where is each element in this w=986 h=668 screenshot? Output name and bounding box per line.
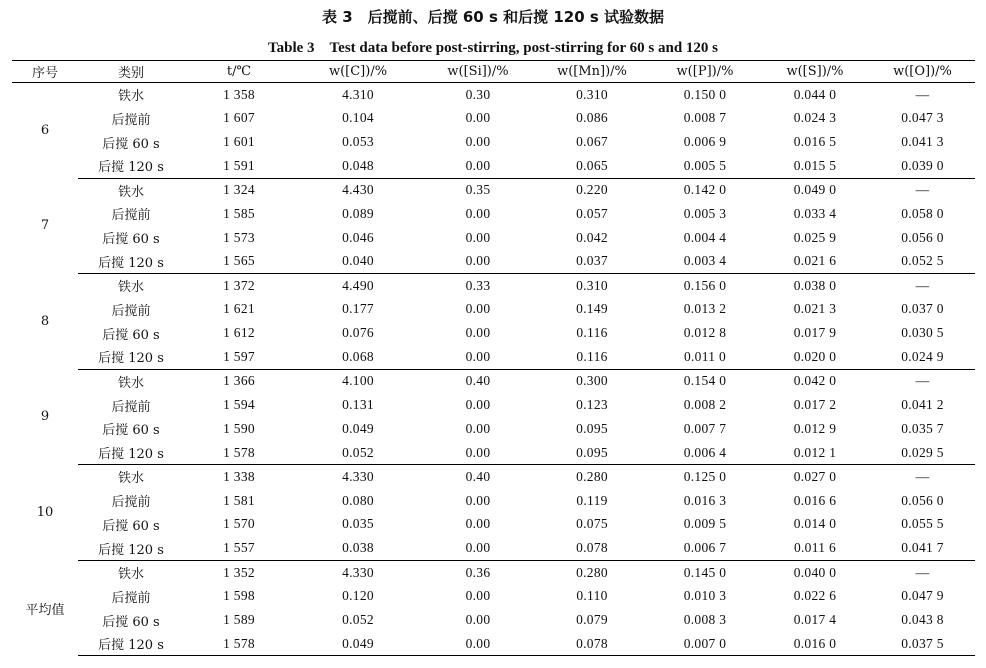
cell-sulfur: 0.017 4 xyxy=(793,612,837,628)
cell-manganese: 0.065 xyxy=(534,154,650,178)
cell-category: 铁水 xyxy=(117,471,144,487)
table-row xyxy=(12,489,975,513)
cell-sulfur: 0.012 1 xyxy=(760,441,870,465)
cell-silicon: 0.00 xyxy=(465,229,491,245)
cell-phosphorus: 0.003 4 xyxy=(650,250,760,274)
cell-phosphorus: 0.154 0 xyxy=(683,373,727,389)
cell-sulfur: 0.020 0 xyxy=(760,345,870,369)
header-phosphorus: w([P])/% xyxy=(650,61,760,83)
cell-oxygen: 0.056 0 xyxy=(901,229,944,245)
group-label: 10 xyxy=(36,505,54,521)
cell-oxygen: 0.041 3 xyxy=(901,134,944,150)
header-sulfur: w([S])/% xyxy=(760,61,870,83)
header-temperature: t/℃ xyxy=(184,61,294,83)
cell-silicon: 0.00 xyxy=(422,536,534,560)
cell-phosphorus: 0.007 7 xyxy=(683,420,727,436)
cell-sulfur: 0.021 6 xyxy=(760,250,870,274)
cell-category: 后搅前 xyxy=(111,590,151,606)
cell-phosphorus: 0.011 0 xyxy=(650,345,760,369)
cell-manganese: 0.110 xyxy=(576,588,608,604)
cell-silicon: 0.00 xyxy=(465,205,491,221)
cell-sulfur: 0.033 4 xyxy=(793,205,837,221)
cell-manganese: 0.123 xyxy=(576,397,608,413)
table-row xyxy=(12,83,975,107)
table-row xyxy=(12,417,975,441)
cell-oxygen: — xyxy=(915,86,930,102)
cell-oxygen: — xyxy=(915,564,930,580)
cell-carbon: 0.177 xyxy=(342,301,374,317)
cell-silicon: 0.00 xyxy=(465,397,491,413)
cell-manganese: 0.119 xyxy=(576,492,608,508)
cell-silicon: 0.00 xyxy=(465,110,491,126)
cell-oxygen: 0.029 5 xyxy=(870,441,975,465)
cell-sulfur: 0.016 6 xyxy=(793,492,837,508)
cell-oxygen: 0.037 0 xyxy=(901,301,944,317)
cell-phosphorus: 0.010 3 xyxy=(683,588,727,604)
cell-category: 后搅 120 s xyxy=(78,345,184,369)
cell-sulfur: 0.024 3 xyxy=(793,110,837,126)
table-row xyxy=(12,154,975,178)
header-row xyxy=(12,61,975,83)
cell-category: 铁水 xyxy=(117,280,144,296)
cell-manganese: 0.149 xyxy=(576,301,608,317)
cell-manganese: 0.300 xyxy=(576,373,608,389)
cell-phosphorus: 0.008 3 xyxy=(683,612,727,628)
cell-silicon: 0.33 xyxy=(465,277,491,293)
cell-phosphorus: 0.150 0 xyxy=(683,86,727,102)
table-row xyxy=(12,202,975,226)
cell-manganese: 0.220 xyxy=(576,182,608,198)
group-label: 8 xyxy=(40,313,50,329)
cell-sulfur: 0.017 2 xyxy=(793,397,837,413)
cell-temperature: 1 590 xyxy=(223,420,255,436)
table-row xyxy=(12,513,975,537)
header-silicon: w([Si])/% xyxy=(422,61,534,83)
cell-manganese: 0.037 xyxy=(534,250,650,274)
cell-oxygen: — xyxy=(915,468,930,484)
cell-oxygen: — xyxy=(915,373,930,389)
cell-oxygen: 0.043 8 xyxy=(901,612,944,628)
cell-category: 后搅 120 s xyxy=(78,154,184,178)
table-row xyxy=(12,274,975,298)
header-oxygen: w([O])/% xyxy=(870,61,975,83)
cell-phosphorus: 0.012 8 xyxy=(683,325,727,341)
table-row xyxy=(12,226,975,250)
cell-manganese: 0.116 xyxy=(576,325,608,341)
cell-manganese: 0.280 xyxy=(576,564,608,580)
cell-temperature: 1 578 xyxy=(184,441,294,465)
cell-carbon: 0.120 xyxy=(342,588,374,604)
cell-carbon: 0.052 xyxy=(294,441,422,465)
cell-carbon: 0.038 xyxy=(294,536,422,560)
cell-manganese: 0.042 xyxy=(576,229,608,245)
table-row xyxy=(12,632,975,656)
cell-phosphorus: 0.005 3 xyxy=(683,205,727,221)
cell-oxygen: 0.056 0 xyxy=(901,492,944,508)
cell-phosphorus: 0.145 0 xyxy=(683,564,727,580)
cell-silicon: 0.00 xyxy=(465,420,491,436)
cell-category: 后搅 120 s xyxy=(78,536,184,560)
table-row xyxy=(12,345,975,369)
cell-oxygen: 0.047 3 xyxy=(901,110,944,126)
cell-carbon: 0.089 xyxy=(342,205,374,221)
cell-silicon: 0.00 xyxy=(465,588,491,604)
cell-sulfur: 0.022 6 xyxy=(793,588,837,604)
cell-silicon: 0.36 xyxy=(465,564,491,580)
table-row xyxy=(12,321,975,345)
cell-category: 后搅 60 s xyxy=(102,327,160,343)
cell-silicon: 0.00 xyxy=(465,516,491,532)
cell-temperature: 1 338 xyxy=(223,468,255,484)
cell-oxygen: 0.041 2 xyxy=(901,397,944,413)
cell-manganese: 0.057 xyxy=(576,205,608,221)
cell-oxygen: 0.055 5 xyxy=(901,516,944,532)
cell-phosphorus: 0.013 2 xyxy=(683,301,727,317)
cell-temperature: 1 324 xyxy=(223,182,255,198)
cell-sulfur: 0.016 5 xyxy=(793,134,837,150)
cell-temperature: 1 565 xyxy=(184,250,294,274)
cell-phosphorus: 0.016 3 xyxy=(683,492,727,508)
cell-category: 后搅前 xyxy=(111,112,151,128)
cell-manganese: 0.280 xyxy=(576,468,608,484)
cell-silicon: 0.00 xyxy=(465,492,491,508)
cell-carbon: 0.046 xyxy=(342,229,374,245)
cell-carbon: 0.053 xyxy=(342,134,374,150)
cell-manganese: 0.078 xyxy=(534,536,650,560)
cell-oxygen: 0.037 5 xyxy=(870,632,975,656)
cell-carbon: 0.035 xyxy=(342,516,374,532)
cell-carbon: 4.490 xyxy=(342,277,374,293)
cell-temperature: 1 372 xyxy=(223,277,255,293)
cell-category: 后搅 60 s xyxy=(102,518,160,534)
cell-temperature: 1 594 xyxy=(223,397,255,413)
group-label: 7 xyxy=(40,218,50,234)
cell-temperature: 1 621 xyxy=(223,301,255,317)
cell-phosphorus: 0.156 0 xyxy=(683,277,727,293)
cell-carbon: 4.100 xyxy=(342,373,374,389)
cell-silicon: 0.00 xyxy=(465,612,491,628)
cell-category: 后搅 60 s xyxy=(102,232,160,248)
cell-temperature: 1 557 xyxy=(184,536,294,560)
cell-carbon: 0.131 xyxy=(342,397,374,413)
data-table xyxy=(12,60,975,656)
cell-temperature: 1 612 xyxy=(223,325,255,341)
cell-category: 后搅 120 s xyxy=(78,441,184,465)
cell-sulfur: 0.011 6 xyxy=(760,536,870,560)
cell-temperature: 1 581 xyxy=(223,492,255,508)
table-body xyxy=(12,83,975,656)
table-row xyxy=(12,250,975,274)
cell-silicon: 0.40 xyxy=(465,468,491,484)
cell-silicon: 0.00 xyxy=(465,325,491,341)
table-row xyxy=(12,130,975,154)
cell-manganese: 0.086 xyxy=(576,110,608,126)
cell-carbon: 4.330 xyxy=(342,564,374,580)
cell-phosphorus: 0.142 0 xyxy=(683,182,727,198)
cell-oxygen: 0.058 0 xyxy=(901,205,944,221)
cell-temperature: 1 598 xyxy=(223,588,255,604)
cell-temperature: 1 601 xyxy=(223,134,255,150)
cell-temperature: 1 352 xyxy=(223,564,255,580)
cell-silicon: 0.00 xyxy=(465,301,491,317)
cell-manganese: 0.079 xyxy=(576,612,608,628)
table-row xyxy=(12,584,975,608)
cell-carbon: 0.049 xyxy=(342,420,374,436)
cell-silicon: 0.35 xyxy=(465,182,491,198)
cell-carbon: 0.040 xyxy=(294,250,422,274)
cell-category: 后搅前 xyxy=(111,303,151,319)
cell-temperature: 1 358 xyxy=(223,86,255,102)
cell-category: 铁水 xyxy=(117,375,144,391)
table-row xyxy=(12,298,975,322)
cell-carbon: 0.104 xyxy=(342,110,374,126)
cell-oxygen: — xyxy=(915,182,930,198)
cell-sulfur: 0.014 0 xyxy=(793,516,837,532)
cell-temperature: 1 570 xyxy=(223,516,255,532)
cell-oxygen: 0.030 5 xyxy=(901,325,944,341)
cell-manganese: 0.075 xyxy=(576,516,608,532)
table-row xyxy=(12,393,975,417)
cell-silicon: 0.00 xyxy=(422,345,534,369)
cell-phosphorus: 0.006 9 xyxy=(683,134,727,150)
cell-carbon: 0.068 xyxy=(294,345,422,369)
cell-phosphorus: 0.006 4 xyxy=(650,441,760,465)
table-row xyxy=(12,560,975,584)
cell-sulfur: 0.038 0 xyxy=(793,277,837,293)
cell-manganese: 0.095 xyxy=(534,441,650,465)
group-label: 平均值 xyxy=(25,602,65,618)
cell-category: 铁水 xyxy=(117,89,144,105)
cell-oxygen: 0.035 7 xyxy=(901,420,944,436)
header-carbon: w([C])/% xyxy=(294,61,422,83)
cell-silicon: 0.00 xyxy=(422,632,534,656)
cell-sulfur: 0.012 9 xyxy=(793,420,837,436)
table-row xyxy=(12,369,975,393)
cell-silicon: 0.00 xyxy=(422,250,534,274)
cell-silicon: 0.00 xyxy=(465,134,491,150)
cell-temperature: 1 589 xyxy=(223,612,255,628)
cell-manganese: 0.116 xyxy=(534,345,650,369)
cell-category: 后搅前 xyxy=(111,399,151,415)
cell-sulfur: 0.044 0 xyxy=(793,86,837,102)
cell-sulfur: 0.049 0 xyxy=(793,182,837,198)
cell-temperature: 1 573 xyxy=(223,229,255,245)
table-row xyxy=(12,106,975,130)
cell-sulfur: 0.025 9 xyxy=(793,229,837,245)
header-manganese: w([Mn])/% xyxy=(534,61,650,83)
table-row xyxy=(12,608,975,632)
cell-carbon: 0.048 xyxy=(294,154,422,178)
table-row xyxy=(12,536,975,560)
cell-phosphorus: 0.008 7 xyxy=(683,110,727,126)
cell-category: 后搅 60 s xyxy=(102,423,160,439)
cell-sulfur: 0.042 0 xyxy=(793,373,837,389)
group-label: 6 xyxy=(40,123,50,139)
cell-silicon: 0.40 xyxy=(465,373,491,389)
cell-oxygen: 0.047 9 xyxy=(901,588,944,604)
cell-silicon: 0.00 xyxy=(422,441,534,465)
cell-temperature: 1 597 xyxy=(184,345,294,369)
cell-carbon: 0.052 xyxy=(342,612,374,628)
cell-category: 铁水 xyxy=(117,184,144,200)
cell-category: 后搅 60 s xyxy=(102,136,160,152)
cell-sulfur: 0.016 0 xyxy=(760,632,870,656)
cell-category: 后搅 120 s xyxy=(78,250,184,274)
table-row xyxy=(12,178,975,202)
cell-phosphorus: 0.125 0 xyxy=(683,468,727,484)
cell-manganese: 0.310 xyxy=(576,277,608,293)
cell-phosphorus: 0.005 5 xyxy=(650,154,760,178)
cell-phosphorus: 0.008 2 xyxy=(683,397,727,413)
cell-carbon: 0.080 xyxy=(342,492,374,508)
cell-phosphorus: 0.009 5 xyxy=(683,516,727,532)
cell-temperature: 1 366 xyxy=(223,373,255,389)
cell-carbon: 0.049 xyxy=(294,632,422,656)
cell-carbon: 0.076 xyxy=(342,325,374,341)
cell-silicon: 0.00 xyxy=(422,154,534,178)
table-title-en: Table 3 Test data before post-stirring, post-stirring for 60 s and 120 s xyxy=(267,40,719,56)
cell-phosphorus: 0.006 7 xyxy=(650,536,760,560)
cell-temperature: 1 585 xyxy=(223,205,255,221)
cell-category: 铁水 xyxy=(117,567,144,582)
cell-carbon: 4.330 xyxy=(342,468,374,484)
cell-oxygen: 0.039 0 xyxy=(870,154,975,178)
cell-sulfur: 0.021 3 xyxy=(793,301,837,317)
cell-category: 后搅前 xyxy=(111,495,151,511)
cell-temperature: 1 591 xyxy=(184,154,294,178)
cell-carbon: 4.310 xyxy=(342,86,374,102)
cell-oxygen: 0.024 9 xyxy=(870,345,975,369)
cell-oxygen: — xyxy=(915,277,930,293)
cell-category: 后搅 60 s xyxy=(102,614,160,630)
cell-oxygen: 0.052 5 xyxy=(870,250,975,274)
cell-sulfur: 0.040 0 xyxy=(793,564,837,580)
header-seq: 序号 xyxy=(12,61,78,83)
cell-sulfur: 0.027 0 xyxy=(793,468,837,484)
table-row xyxy=(12,465,975,489)
cell-oxygen: 0.041 7 xyxy=(870,536,975,560)
cell-sulfur: 0.017 9 xyxy=(793,325,837,341)
group-label: 9 xyxy=(40,409,50,425)
cell-silicon: 0.30 xyxy=(465,86,491,102)
header-category: 类别 xyxy=(78,61,184,83)
cell-manganese: 0.067 xyxy=(576,134,608,150)
cell-manganese: 0.310 xyxy=(576,86,608,102)
cell-sulfur: 0.015 5 xyxy=(760,154,870,178)
cell-temperature: 1 578 xyxy=(184,632,294,656)
cell-category: 后搅前 xyxy=(111,208,151,224)
cell-manganese: 0.078 xyxy=(534,632,650,656)
cell-temperature: 1 607 xyxy=(223,110,255,126)
cell-carbon: 4.430 xyxy=(342,182,374,198)
table-title-cn: 表 3 后搅前、后搅 60 s 和后搅 120 s 试验数据 xyxy=(321,8,665,26)
cell-phosphorus: 0.004 4 xyxy=(683,229,727,245)
table-row xyxy=(12,441,975,465)
cell-phosphorus: 0.007 0 xyxy=(650,632,760,656)
cell-category: 后搅 120 s xyxy=(78,632,184,656)
cell-manganese: 0.095 xyxy=(576,420,608,436)
